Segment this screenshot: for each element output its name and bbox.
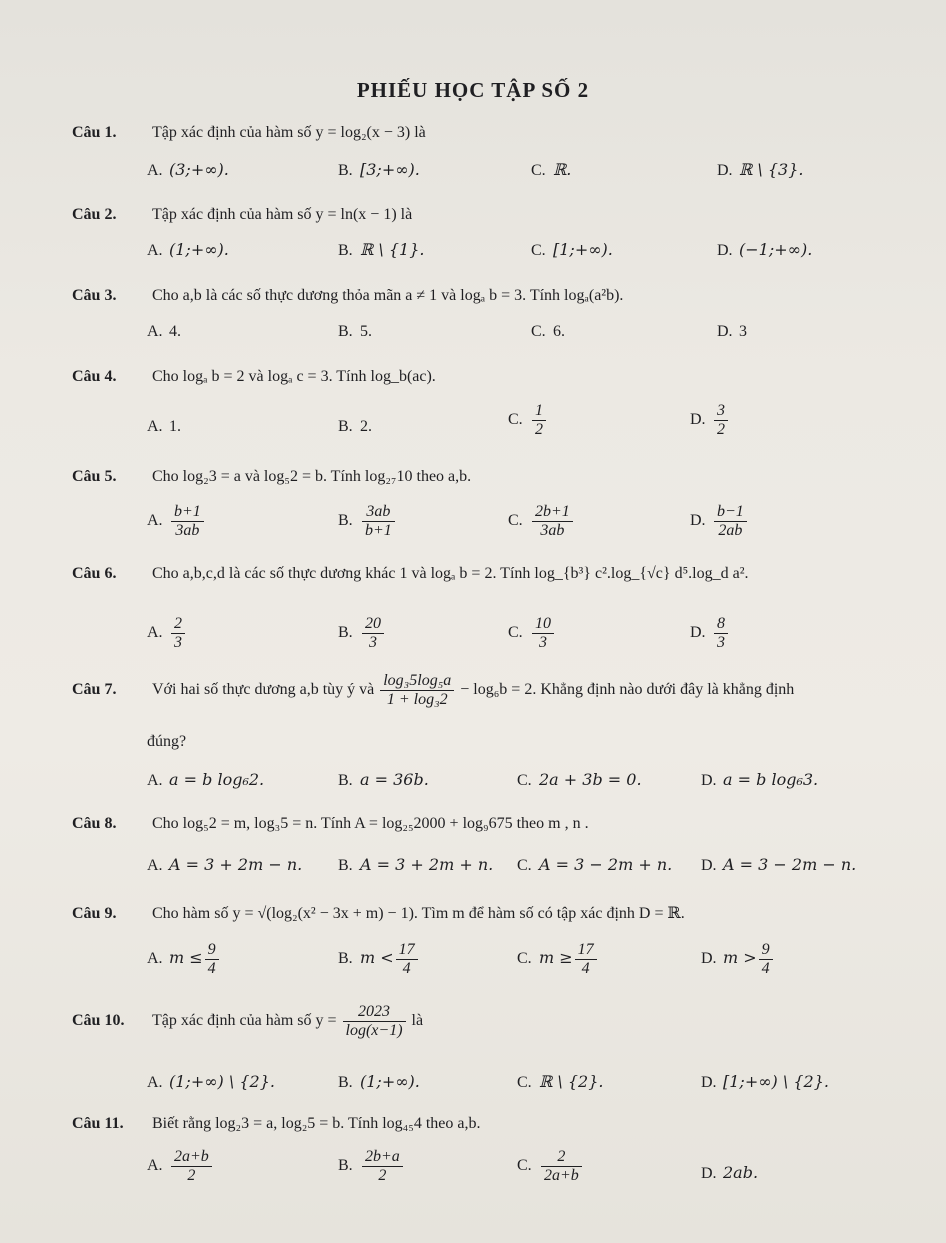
option-a: A. A = 3 + 2m − n. [147,855,303,874]
question-number: Câu 8. [72,815,117,832]
question-6 [72,565,906,583]
option-a: A. $\frac{b+1}{3ab}$ [147,503,206,540]
question-text: Cho a,b là các số thực dương thỏa mãn a ≠ 1 và logₐ b = 3. Tính logₐ(a²b). [152,287,624,304]
option-a: A. (1;+∞). [147,240,229,259]
question-7 [72,672,906,709]
question-number: Câu 7. [72,681,117,699]
option-a: A. $\frac{2}{3}$ [147,615,187,652]
option-b: B. $\frac{2b+a}{2}$ [338,1148,405,1185]
question-text: Cho log₂3 = a và log₅2 = b. Tính log₂₇10 theo a,b. [152,468,472,485]
question-fraction: $\frac{\text{log₃5log₅a}}{\text{1 + log₃2}}$ [380,672,454,709]
page-title: PHIẾU HỌC TẬP SỐ 2 [356,78,590,102]
question-text: Biết rằng log₂3 = a, log₂5 = b. Tính log₄₅4 theo a,b. [152,1115,481,1132]
option-b: B. a = 36b. [338,770,429,789]
question-number: Câu 9. [72,905,117,922]
question-text: Tập xác định của hàm số y = [152,1012,337,1030]
option-a: A. (1;+∞) \ {2}. [147,1072,275,1091]
option-c: C. m ≥ $\frac{17}{4}$ [517,941,599,978]
option-b: B. A = 3 + 2m + n. [338,855,494,874]
option-d: D. $\frac{b-1}{2ab}$ [690,503,749,540]
option-c: C. [1;+∞). [531,240,613,259]
question-number: Câu 1. [72,124,117,141]
option-c: C. $\frac{1}{2}$ [508,402,548,439]
option-c: C. $\frac{10}{3}$ [508,615,556,652]
option-d: D. a = b log₆3. [701,770,819,789]
option-c: C. A = 3 − 2m + n. [517,855,673,874]
option-c: C. 2a + 3b = 0. [517,770,642,789]
question-text-continued: là [411,1012,424,1030]
option-a: A. 4. [147,323,181,340]
question-number: Câu 11. [72,1115,124,1132]
option-b: B. [3;+∞). [338,160,420,179]
option-b: B. 5. [338,323,372,340]
option-c: C. $\frac{2}{2a+b}$ [517,1148,584,1185]
option-d: D. $\frac{3}{2}$ [690,402,730,439]
question-text: Tập xác định của hàm số y = log₂(x − 3) là [152,124,426,141]
option-c: C. 6. [531,323,565,340]
question-9 [72,903,906,923]
question-number: Câu 3. [72,287,117,304]
question-number: Câu 2. [72,206,117,223]
option-a: A. $\frac{2a+b}{2}$ [147,1148,214,1185]
question-number: Câu 6. [72,565,117,582]
question-text: Cho logₐ b = 2 và logₐ c = 3. Tính log_b(ac). [152,368,436,385]
question-number: Câu 4. [72,368,117,385]
question-4 [72,368,906,386]
option-b: B. 2. [338,418,372,435]
question-text-continued: − log₆b = 2. Khẳng định nào dưới đây là khẳng định [460,681,795,699]
option-d: D. ℝ \ {3}. [717,160,804,179]
option-d: D. $\frac{8}{3}$ [690,615,730,652]
option-b: B. $\frac{20}{3}$ [338,615,386,652]
option-d: D. [1;+∞) \ {2}. [701,1072,829,1091]
question-1 [72,124,906,142]
option-c: C. ℝ. [531,160,572,179]
question-2 [72,206,906,224]
question-fraction: $\frac{2023}{\log(x-1)}$ [343,1003,406,1040]
question-text: Cho log₅2 = m, log₃5 = n. Tính A = log₂₅2000 + log₉675 theo m , n . [152,815,589,832]
option-a: A. m ≤ $\frac{9}{4}$ [147,941,221,978]
option-b: B. m < $\frac{17}{4}$ [338,941,420,978]
option-c: C. $\frac{2b+1}{3ab}$ [508,503,575,540]
question-text: Với hai số thực dương a,b tùy ý và [152,681,375,699]
option-d: D. 3 [717,323,747,340]
option-b: B. ℝ \ {1}. [338,240,425,259]
option-a: A. (3;+∞). [147,160,229,179]
question-text: Cho a,b,c,d là các số thực dương khác 1 và logₐ b = 2. Tính log_{b³} c².log_{√c} d⁵.log_d a². [152,565,749,582]
option-b: B. (1;+∞). [338,1072,420,1091]
question-10 [72,1003,906,1040]
question-5 [72,468,906,486]
option-a: A. 1. [147,418,181,435]
option-b: B. $\frac{3ab}{b+1}$ [338,503,397,540]
option-c: C. ℝ \ {2}. [517,1072,604,1091]
option-a: A. a = b log₆2. [147,770,265,789]
question-text-wrap: đúng? [147,733,187,750]
question-number: Câu 5. [72,468,117,485]
question-number: Câu 10. [72,1012,125,1030]
question-11 [72,1115,906,1133]
option-d: D. (−1;+∞). [717,240,813,259]
question-text: Tập xác định của hàm số y = ln(x − 1) là [152,206,413,223]
question-3 [72,287,906,305]
question-text: Cho hàm số y = √(log₂(x² − 3x + m) − 1). Tìm m để hàm số có tập xác định D = ℝ. [152,905,685,922]
question-8 [72,815,906,833]
option-d: D. 2ab. [701,1163,759,1182]
option-d: D. m > $\frac{9}{4}$ [701,941,775,978]
option-d: D. A = 3 − 2m − n. [701,855,857,874]
